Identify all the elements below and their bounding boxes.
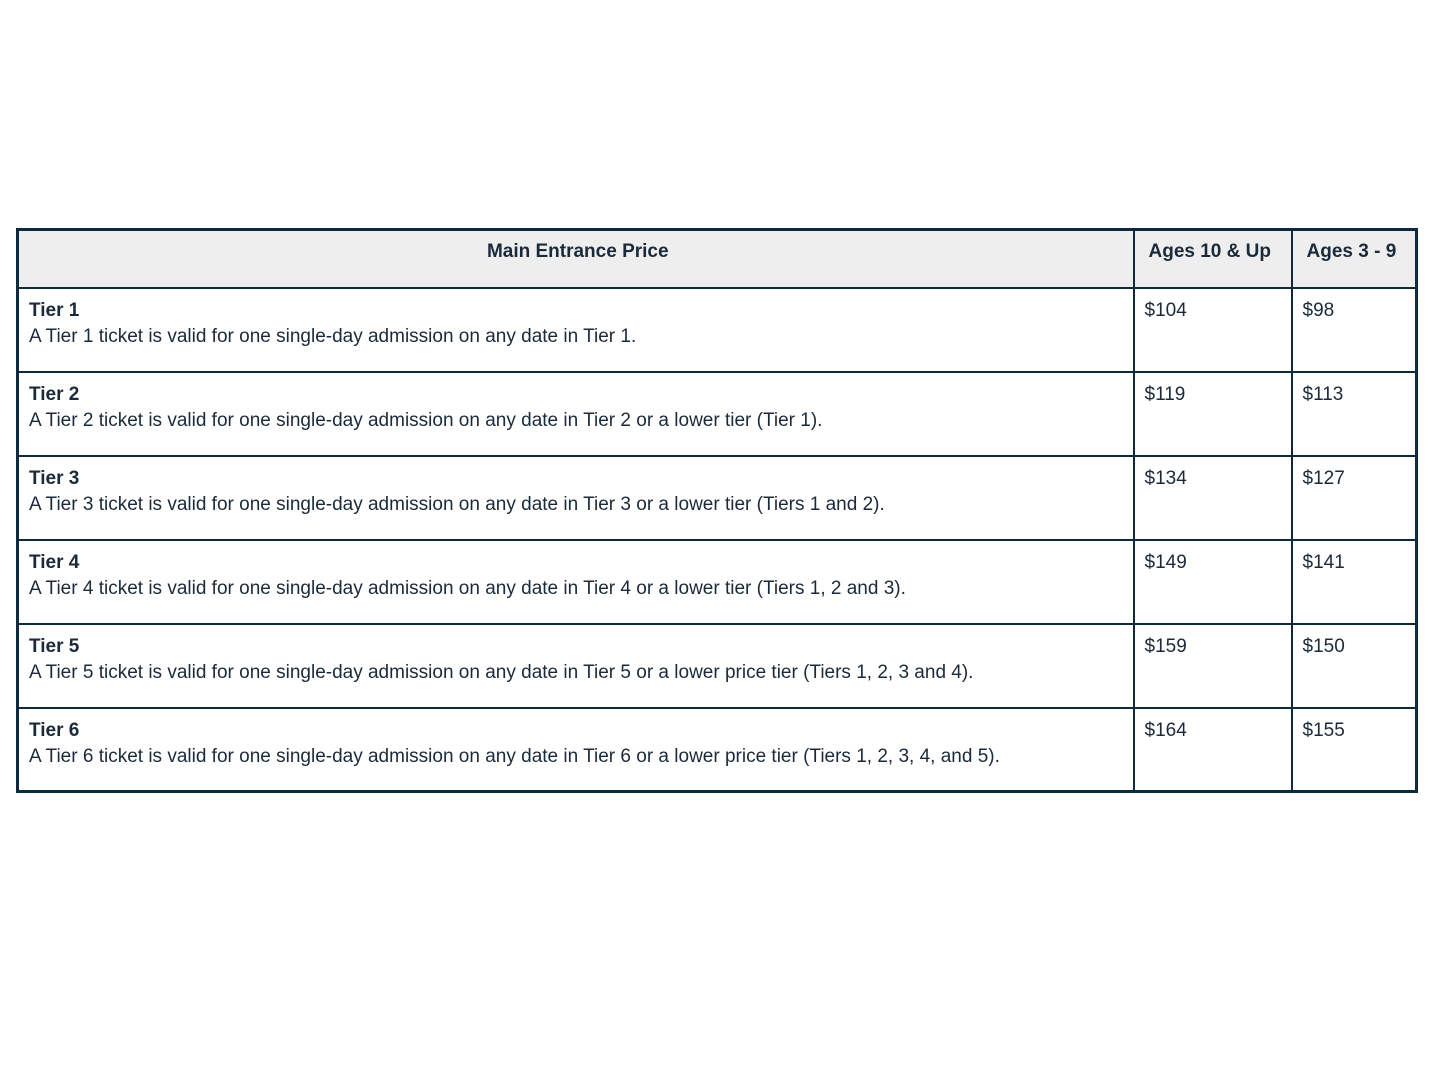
table-row: [18, 540, 1417, 624]
child-price: $141: [1302, 551, 1345, 573]
header-ages-3-9: Ages 3 - 9: [1292, 230, 1417, 288]
adult-price: $164: [1144, 719, 1187, 741]
table-body: [18, 288, 1417, 792]
tier-description: A Tier 6 ticket is valid for one single-day admission on any date in Tier 6 or a lower price tier (Tiers 1, 2, 3, 4, and 5).: [29, 745, 1000, 767]
adult-price: $104: [1144, 299, 1187, 321]
adult-price-cell: [1134, 708, 1292, 792]
header-row: [18, 230, 1417, 288]
child-price: $98: [1302, 299, 1335, 321]
adult-price-cell: [1134, 624, 1292, 708]
header-main-entrance-price: Main Entrance Price: [18, 230, 1134, 288]
tier-description: A Tier 5 ticket is valid for one single-day admission on any date in Tier 5 or a lower price tier (Tiers 1, 2, 3 and 4).: [29, 661, 974, 683]
child-price-cell: [1292, 624, 1417, 708]
tier-description: A Tier 1 ticket is valid for one single-day admission on any date in Tier 1.: [29, 325, 637, 347]
tier-description: A Tier 4 ticket is valid for one single-day admission on any date in Tier 4 or a lower tier (Tiers 1, 2 and 3).: [29, 577, 906, 599]
header-ages-10-up: Ages 10 & Up: [1134, 230, 1292, 288]
tier-name: Tier 4: [29, 551, 80, 573]
adult-price-cell: [1134, 288, 1292, 372]
child-price-cell: [1292, 540, 1417, 624]
tier-cell: [18, 372, 1134, 456]
adult-price-cell: [1134, 456, 1292, 540]
tier-cell: [18, 288, 1134, 372]
table-row: [18, 288, 1417, 372]
ticket-price-table: [16, 228, 1418, 793]
table-row: [18, 708, 1417, 792]
tier-name: Tier 6: [29, 719, 80, 741]
table-row: [18, 456, 1417, 540]
tier-description: A Tier 2 ticket is valid for one single-day admission on any date in Tier 2 or a lower tier (Tier 1).: [29, 409, 823, 431]
tier-name: Tier 3: [29, 467, 80, 489]
adult-price: $134: [1144, 467, 1187, 489]
adult-price-cell: [1134, 540, 1292, 624]
child-price: $113: [1302, 383, 1344, 405]
tier-name: Tier 1: [29, 299, 80, 321]
child-price: $155: [1302, 719, 1345, 741]
tier-name: Tier 2: [29, 383, 80, 405]
adult-price: $149: [1144, 551, 1187, 573]
adult-price: $119: [1144, 383, 1186, 405]
tier-description: A Tier 3 ticket is valid for one single-day admission on any date in Tier 3 or a lower tier (Tiers 1 and 2).: [29, 493, 885, 515]
tier-cell: [18, 456, 1134, 540]
tier-cell: [18, 624, 1134, 708]
child-price: $150: [1302, 635, 1345, 657]
table-row: [18, 624, 1417, 708]
tier-cell: [18, 540, 1134, 624]
adult-price-cell: [1134, 372, 1292, 456]
tier-cell: [18, 708, 1134, 792]
adult-price: $159: [1144, 635, 1187, 657]
child-price-cell: [1292, 372, 1417, 456]
child-price-cell: [1292, 288, 1417, 372]
table-row: [18, 372, 1417, 456]
tier-name: Tier 5: [29, 635, 80, 657]
table-header: [18, 230, 1417, 288]
child-price-cell: [1292, 708, 1417, 792]
child-price-cell: [1292, 456, 1417, 540]
child-price: $127: [1302, 467, 1345, 489]
